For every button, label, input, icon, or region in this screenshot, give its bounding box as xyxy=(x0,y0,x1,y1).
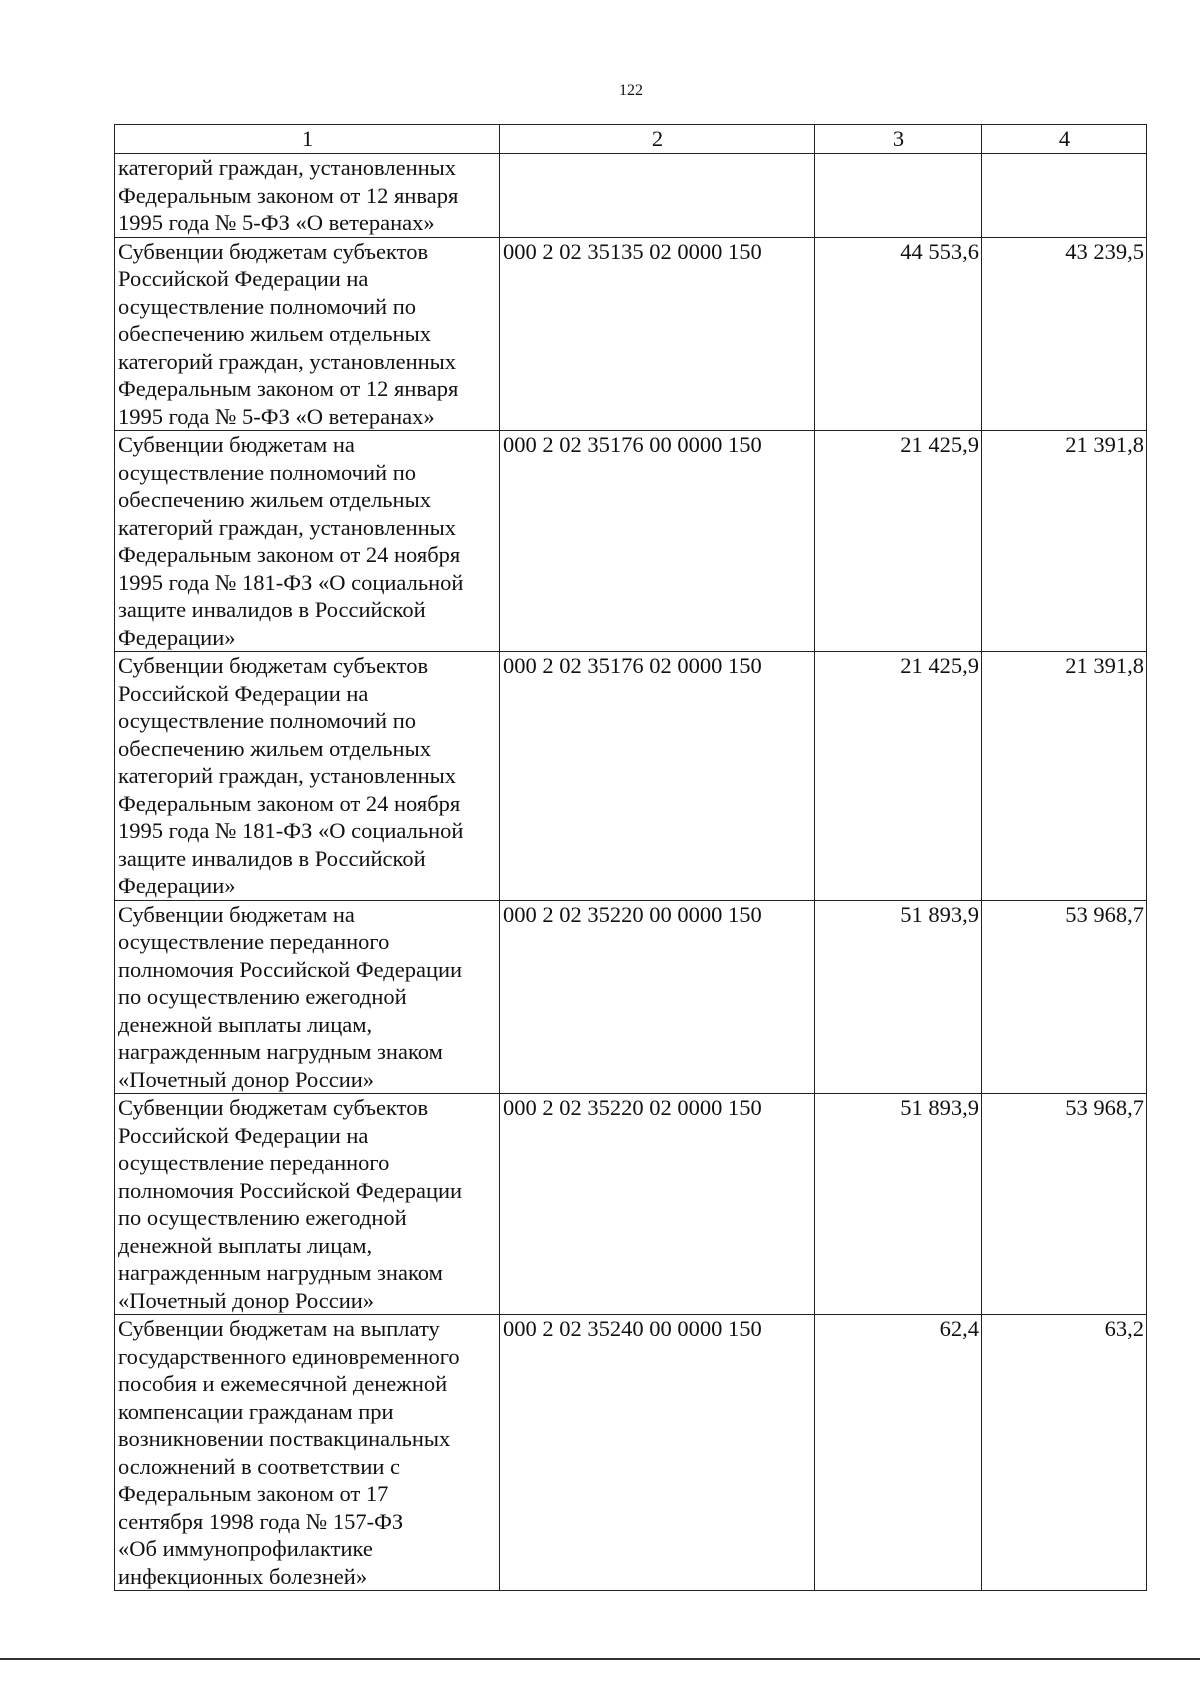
row-name-cell: Субвенции бюджетам на выплату государственного единовременного пособия и ежемесячной денежной компенсации гражданам при возникновении поствакцинальных осложнений в соответствии с Федеральным законом от 17 сентября 1998 года № 157-ФЗ «Об иммунопрофилактике инфекционных болезней» xyxy=(115,1315,500,1591)
row-col4-cell: 53 968,7 xyxy=(982,900,1147,1094)
table-row xyxy=(115,1315,1147,1591)
row-name-cell: Субвенции бюджетам на осуществление переданного полномочия Российской Федерации по осуществлению ежегодной денежной выплаты лицам, награжденным нагрудным знаком «Почетный донор России» xyxy=(115,900,500,1094)
row-col3-cell: 44 553,6 xyxy=(815,237,982,431)
row-col3-cell: 51 893,9 xyxy=(815,900,982,1094)
row-name-cell: категорий граждан, установленных Федеральным законом от 12 января 1995 года № 5-ФЗ «О ветеранах» xyxy=(115,154,500,238)
table-row xyxy=(115,237,1147,431)
budget-table xyxy=(114,124,1147,1591)
row-col4-cell: 63,2 xyxy=(982,1315,1147,1591)
table-header xyxy=(115,125,1147,154)
header-col-4: 4 xyxy=(982,125,1147,154)
row-col4-cell xyxy=(982,154,1147,238)
table-row xyxy=(115,900,1147,1094)
row-col3-cell xyxy=(815,154,982,238)
row-col4-cell: 53 968,7 xyxy=(982,1094,1147,1315)
row-col3-cell: 62,4 xyxy=(815,1315,982,1591)
row-code-cell: 000 2 02 35220 02 0000 150 xyxy=(500,1094,815,1315)
bottom-scan-rule xyxy=(0,1658,1200,1660)
row-col3-cell: 21 425,9 xyxy=(815,431,982,652)
row-code-cell: 000 2 02 35240 00 0000 150 xyxy=(500,1315,815,1591)
row-col3-cell: 51 893,9 xyxy=(815,1094,982,1315)
row-code-cell: 000 2 02 35220 00 0000 150 xyxy=(500,900,815,1094)
table-row xyxy=(115,154,1147,238)
table-row xyxy=(115,1094,1147,1315)
row-code-cell: 000 2 02 35135 02 0000 150 xyxy=(500,237,815,431)
header-col-1: 1 xyxy=(115,125,500,154)
row-code-cell: 000 2 02 35176 00 0000 150 xyxy=(500,431,815,652)
row-col4-cell: 21 391,8 xyxy=(982,652,1147,901)
row-name-cell: Субвенции бюджетам субъектов Российской Федерации на осуществление полномочий по обеспечению жильем отдельных категорий граждан, установленных Федеральным законом от 24 ноября 1995 года № 181-ФЗ «О социальной защите инвалидов в Российской Федерации» xyxy=(115,652,500,901)
row-code-cell: 000 2 02 35176 02 0000 150 xyxy=(500,652,815,901)
row-col4-cell: 43 239,5 xyxy=(982,237,1147,431)
row-col3-cell: 21 425,9 xyxy=(815,652,982,901)
row-name-cell: Субвенции бюджетам субъектов Российской Федерации на осуществление переданного полномочия Российской Федерации по осуществлению ежегодной денежной выплаты лицам, награжденным нагрудным знаком «Почетный донор России» xyxy=(115,1094,500,1315)
row-col4-cell: 21 391,8 xyxy=(982,431,1147,652)
table-row xyxy=(115,652,1147,901)
row-code-cell xyxy=(500,154,815,238)
row-name-cell: Субвенции бюджетам субъектов Российской Федерации на осуществление полномочий по обеспечению жильем отдельных категорий граждан, установленных Федеральным законом от 12 января 1995 года № 5-ФЗ «О ветеранах» xyxy=(115,237,500,431)
header-row xyxy=(115,125,1147,154)
table-body xyxy=(115,154,1147,1591)
page-number: 122 xyxy=(619,82,643,99)
header-col-3: 3 xyxy=(815,125,982,154)
header-col-2: 2 xyxy=(500,125,815,154)
row-name-cell: Субвенции бюджетам на осуществление полномочий по обеспечению жильем отдельных категорий граждан, установленных Федеральным законом от 24 ноября 1995 года № 181-ФЗ «О социальной защите инвалидов в Российской Федерации» xyxy=(115,431,500,652)
table-row xyxy=(115,431,1147,652)
